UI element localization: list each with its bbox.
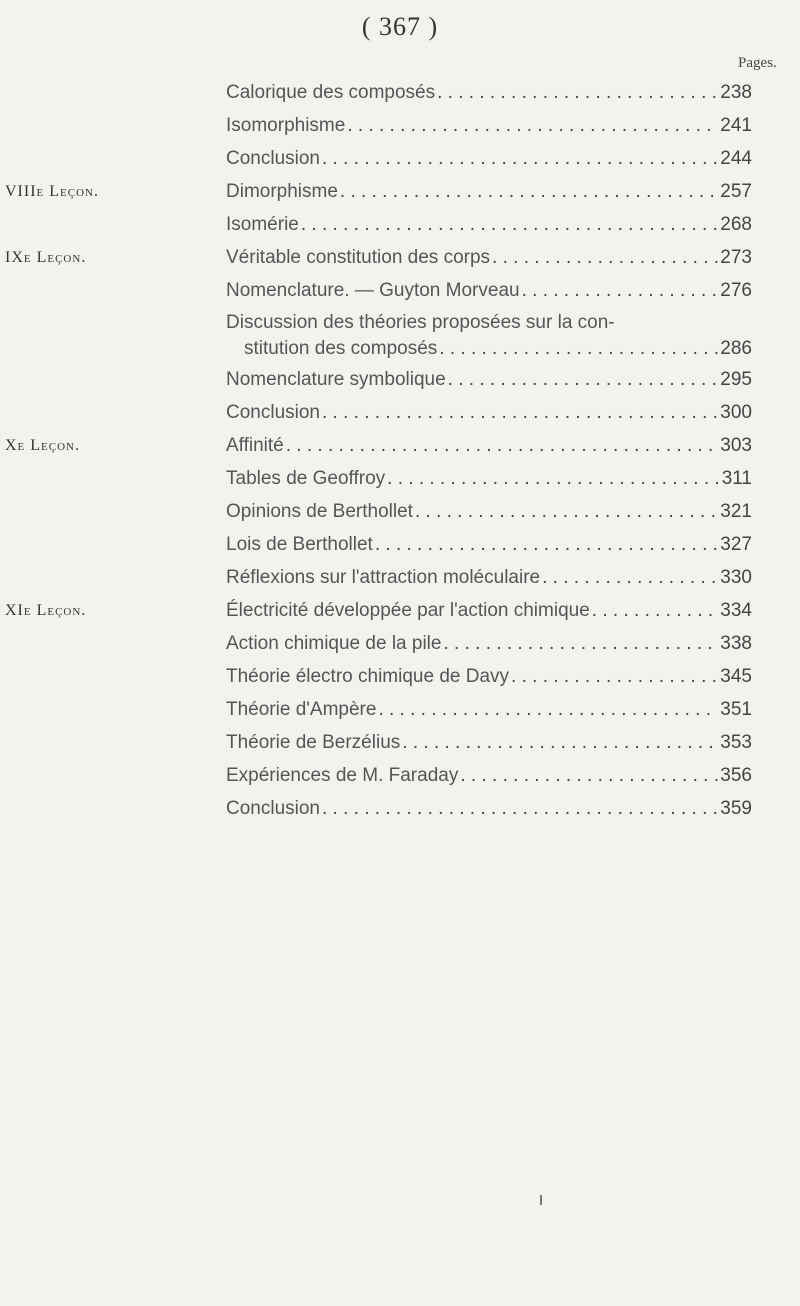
lecon-label: XIe Leçon. <box>5 602 87 619</box>
toc-title: Lois de Berthollet <box>226 534 373 555</box>
toc-row <box>0 142 800 175</box>
toc-page: 311 <box>721 468 752 489</box>
toc-row <box>0 396 800 429</box>
toc-page: 295 <box>720 369 752 390</box>
toc-title: Isomérie <box>226 214 299 235</box>
toc-page: 345 <box>720 666 752 687</box>
toc-page: 303 <box>720 435 752 456</box>
toc-title: Théorie de Berzélius <box>226 732 401 753</box>
toc-title: Véritable constitution des corps <box>226 247 491 268</box>
toc-page: 276 <box>720 280 752 301</box>
toc-page: 300 <box>720 402 752 423</box>
toc-page: 238 <box>720 82 752 103</box>
toc-title: Conclusion <box>226 148 320 169</box>
toc-page: 286 <box>720 338 752 359</box>
toc-row <box>0 429 800 462</box>
pages-column-label: Pages. <box>738 55 777 71</box>
toc-page: 241 <box>720 115 752 136</box>
toc-row <box>0 792 800 825</box>
toc-row <box>0 693 800 726</box>
toc-row <box>0 274 800 307</box>
toc-title: Conclusion <box>226 798 320 819</box>
toc-page: 273 <box>720 247 752 268</box>
toc-row <box>0 241 800 274</box>
lecon-label: VIIIe Leçon. <box>5 183 99 200</box>
toc-page: 321 <box>720 501 752 522</box>
toc-row <box>0 76 800 109</box>
toc-row <box>0 495 800 528</box>
toc-row <box>0 627 800 660</box>
table-of-contents <box>0 76 800 825</box>
toc-page: 330 <box>720 567 752 588</box>
page-number: ( 367 ) <box>361 12 439 41</box>
toc-title: Électricité développée par l'action chimique <box>226 600 590 621</box>
toc-page: 257 <box>720 181 752 202</box>
toc-row <box>0 660 800 693</box>
toc-title: Affinité <box>226 435 284 456</box>
toc-title: Opinions de Berthollet <box>226 501 413 522</box>
toc-row <box>0 561 800 594</box>
toc-page: 338 <box>720 633 752 654</box>
toc-title: Expériences de M. Faraday <box>226 765 459 786</box>
toc-title: Nomenclature. — Guyton Morveau <box>226 280 520 301</box>
toc-page: 244 <box>720 148 752 169</box>
toc-row <box>0 528 800 561</box>
lecon-label: Xe Leçon. <box>5 437 80 454</box>
toc-title: Action chimique de la pile <box>226 633 442 654</box>
toc-title: Théorie électro chimique de Davy <box>226 666 510 687</box>
toc-row <box>0 594 800 627</box>
toc-page: 268 <box>720 214 752 235</box>
toc-row <box>0 307 800 363</box>
toc-row <box>0 759 800 792</box>
toc-title: Calorique des composés <box>226 82 436 103</box>
lecon-label: IXe Leçon. <box>5 249 87 266</box>
toc-title: Réflexions sur l'attraction moléculaire <box>226 567 541 588</box>
toc-page: 359 <box>720 798 752 819</box>
toc-row <box>0 109 800 142</box>
toc-page: 356 <box>720 765 752 786</box>
toc-row <box>0 208 800 241</box>
toc-page: 351 <box>720 699 752 720</box>
toc-row <box>0 175 800 208</box>
stray-mark <box>540 1195 542 1205</box>
toc-title: Conclusion <box>226 402 320 423</box>
toc-title: Discussion des théories proposées sur la con- <box>226 312 615 333</box>
toc-page: 353 <box>720 732 752 753</box>
toc-row <box>0 363 800 396</box>
toc-page: 334 <box>720 600 752 621</box>
toc-title-continued: stitution des composés <box>244 338 438 359</box>
toc-title: Isomorphisme <box>226 115 346 136</box>
toc-title: Dimorphisme <box>226 181 338 202</box>
toc-row <box>0 462 800 495</box>
toc-page: 327 <box>720 534 752 555</box>
toc-title: Tables de Geoffroy <box>226 468 386 489</box>
toc-title: Nomenclature symbolique <box>226 369 446 390</box>
toc-title: Théorie d'Ampère <box>226 699 377 720</box>
toc-row <box>0 726 800 759</box>
